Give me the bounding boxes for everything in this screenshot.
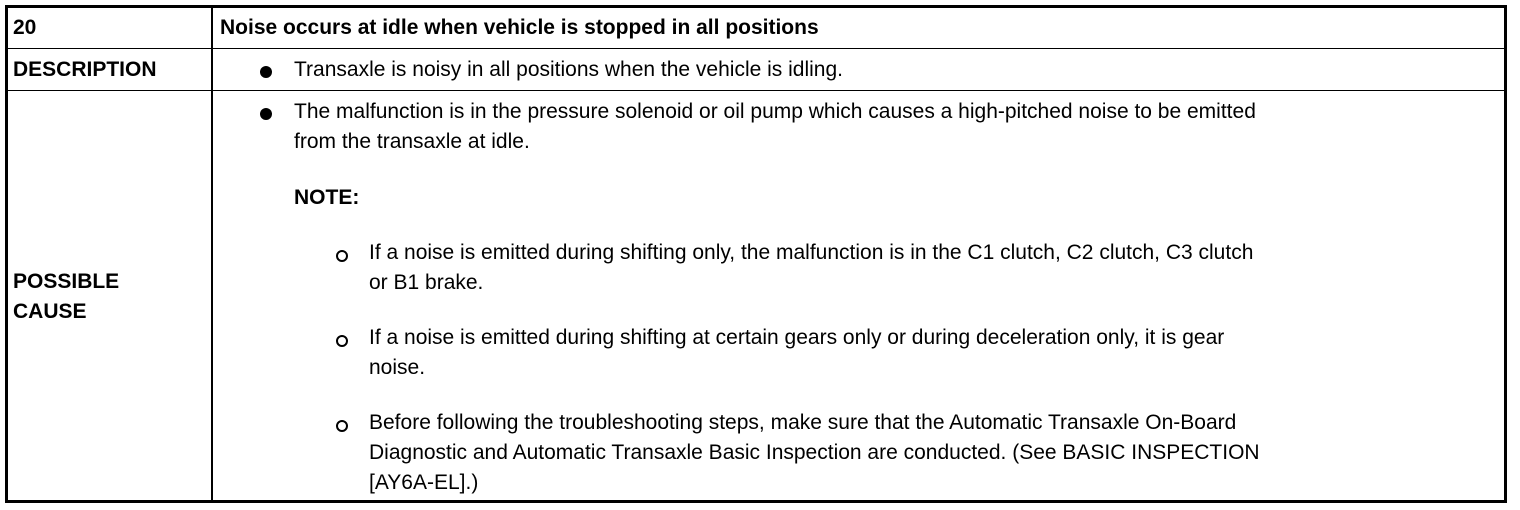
possible-cause-label-line2: CAUSE	[13, 300, 87, 323]
note-2-line2: noise.	[369, 356, 426, 379]
note-heading: NOTE:	[294, 186, 360, 209]
note-3-line3: [AY6A-EL].)	[369, 471, 479, 494]
troubleshooting-table	[5, 5, 1507, 503]
bullet-dot-icon	[260, 66, 272, 78]
column-divider	[211, 8, 213, 500]
note-3-line1: Before following the troubleshooting steps, make sure that the Automatic Transaxle On-Board	[369, 411, 1237, 434]
bullet-dot-icon	[260, 108, 272, 120]
note-bullet-circle-icon	[336, 335, 348, 347]
note-1-line1: If a noise is emitted during shifting only, the malfunction is in the C1 clutch, C2 clutch, C3 clutch	[369, 241, 1254, 264]
symptom-number: 20	[13, 16, 37, 39]
symptom-title: Noise occurs at idle when vehicle is stopped in all positions	[220, 16, 819, 39]
description-label: DESCRIPTION	[13, 58, 157, 81]
description-text: Transaxle is noisy in all positions when the vehicle is idling.	[294, 58, 843, 81]
row-divider-header	[8, 48, 1504, 49]
note-bullet-circle-icon	[336, 250, 348, 262]
possible-cause-label-line1: POSSIBLE	[13, 270, 120, 293]
note-2-line1: If a noise is emitted during shifting at certain gears only or during deceleration only, it is gear	[369, 326, 1225, 349]
cause-text-line1: The malfunction is in the pressure solenoid or oil pump which causes a high-pitched noise to be emitted	[294, 100, 1256, 123]
note-1-line2: or B1 brake.	[369, 271, 484, 294]
note-bullet-circle-icon	[336, 420, 348, 432]
row-divider-description	[8, 90, 1504, 91]
note-3-line2: Diagnostic and Automatic Transaxle Basic Inspection are conducted. (See BASIC INSPECTION	[369, 441, 1260, 464]
cause-text-line2: from the transaxle at idle.	[294, 130, 530, 153]
